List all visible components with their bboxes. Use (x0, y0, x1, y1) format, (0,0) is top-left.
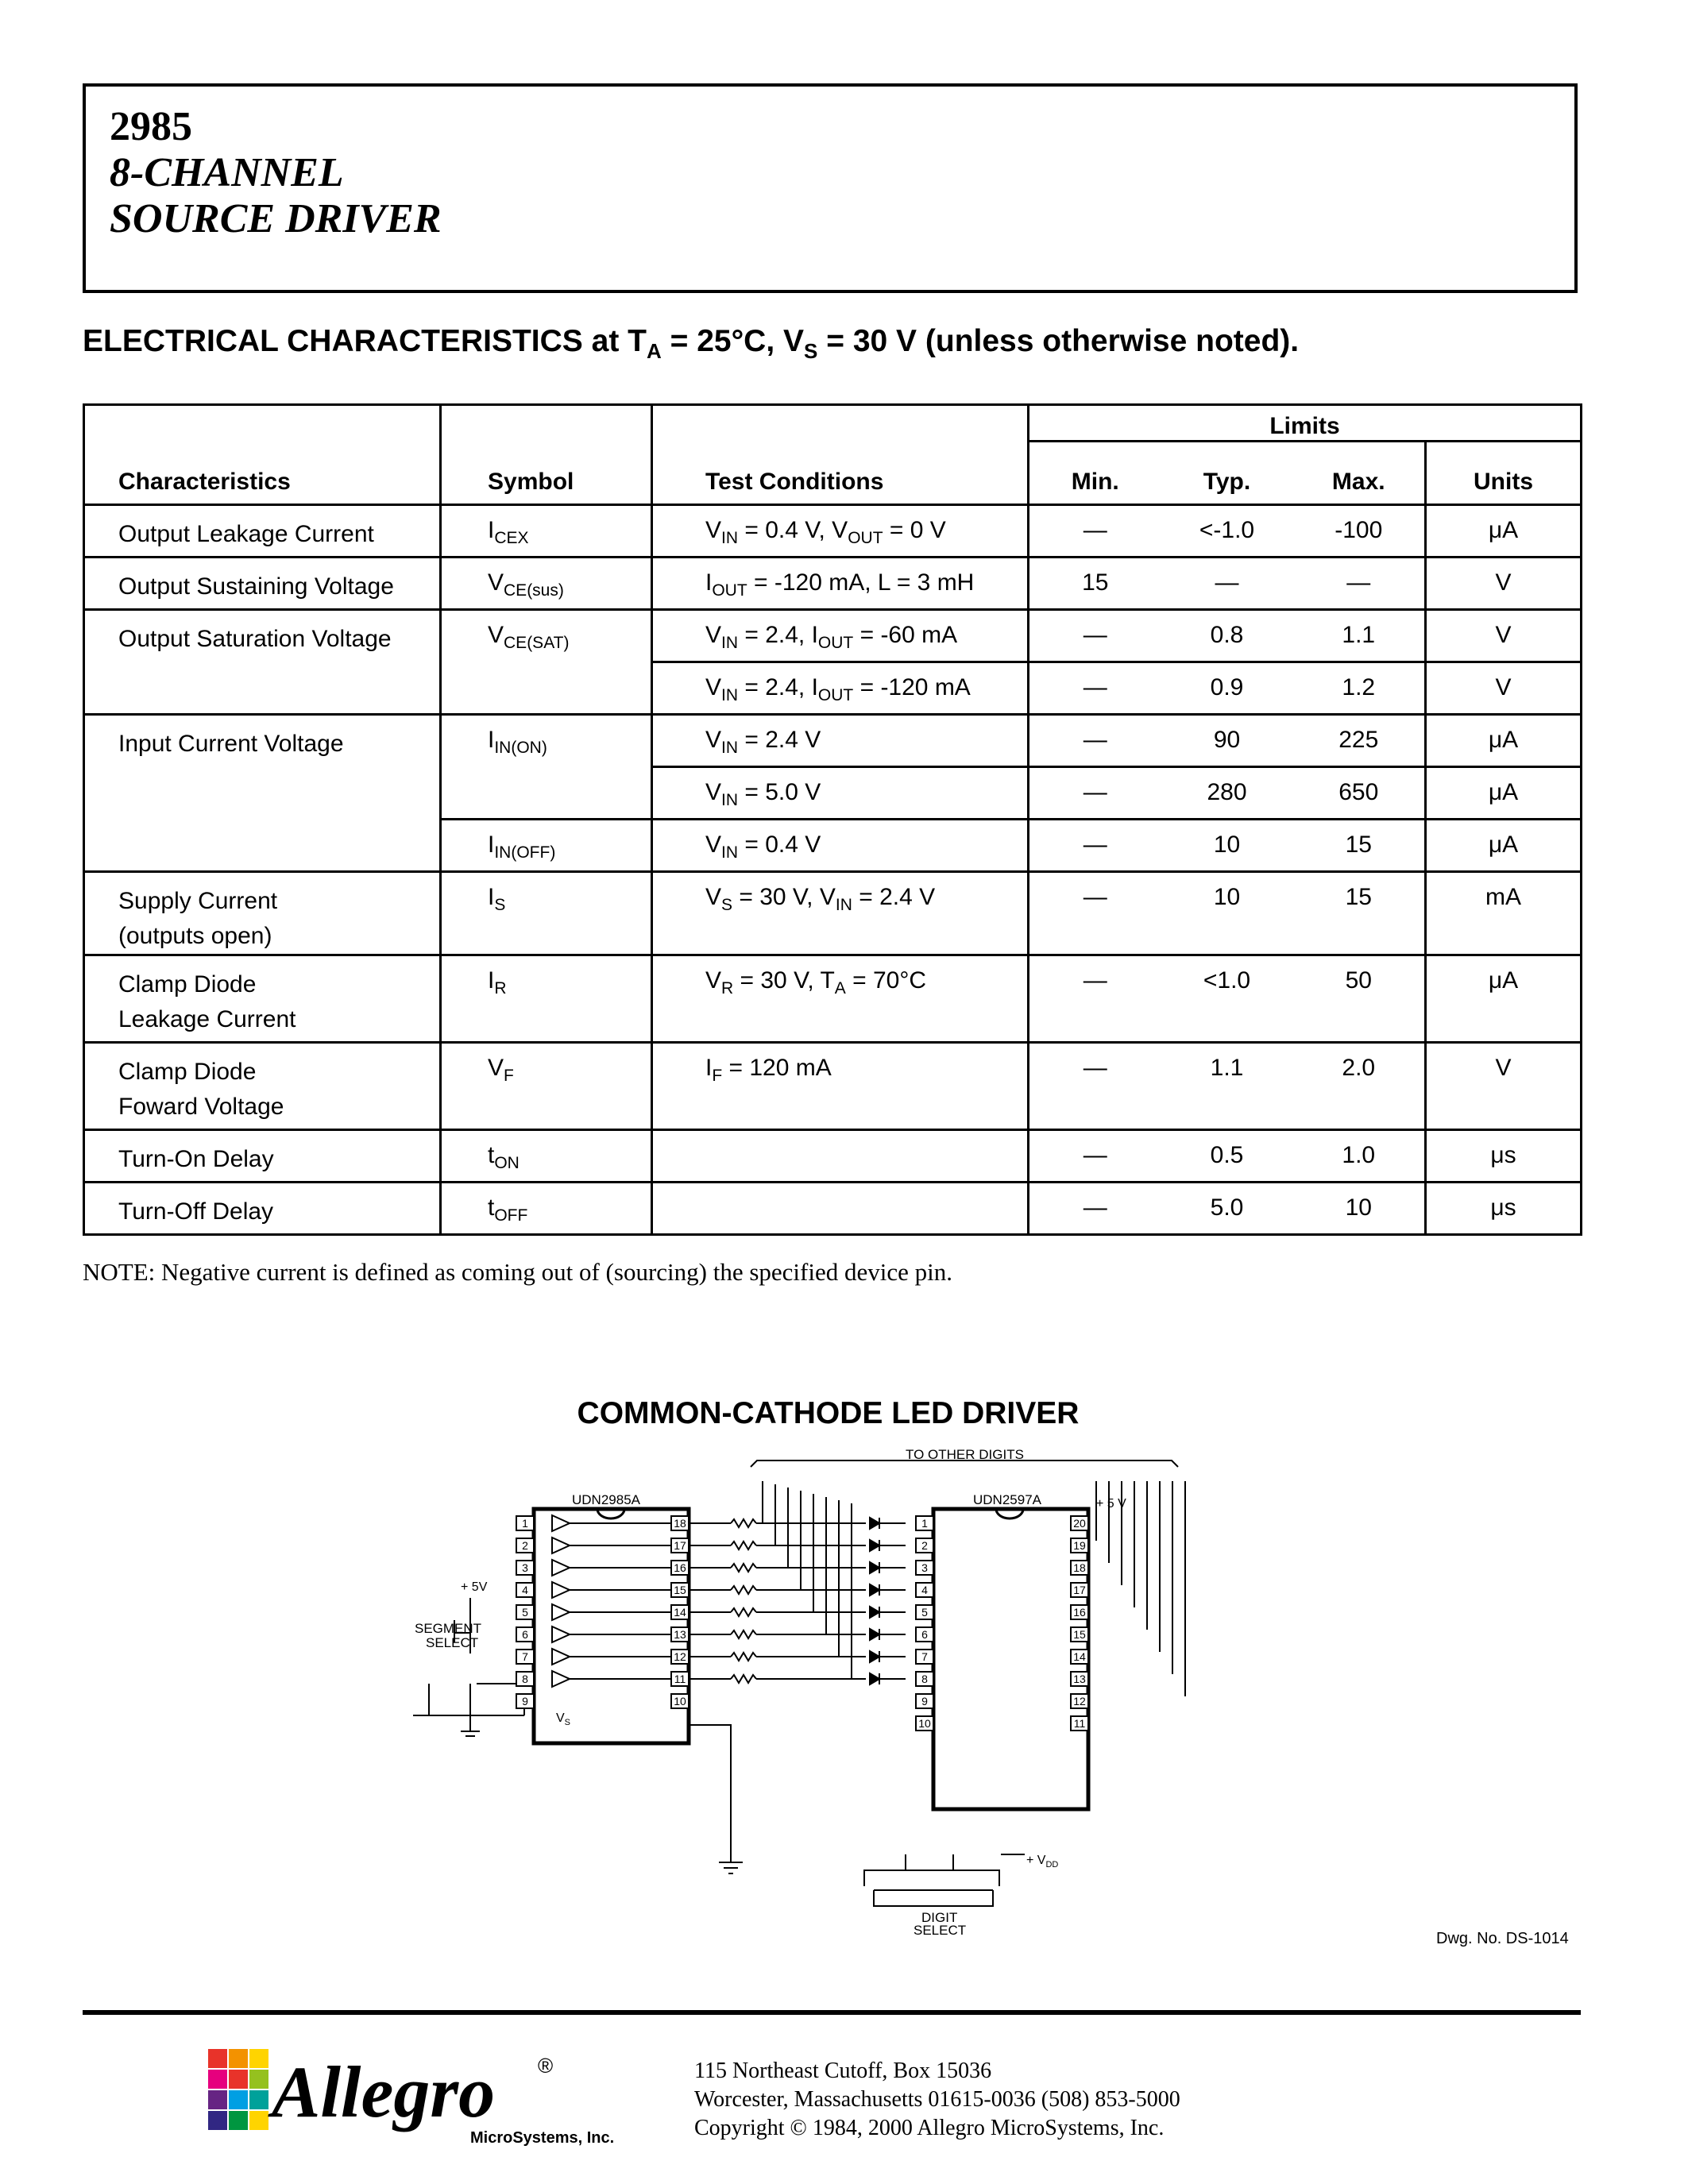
table-row (84, 872, 1582, 955)
chip2-pin-right-label: 13 (1073, 1673, 1086, 1685)
characteristic-cell: Turn-On Delay (84, 1130, 441, 1183)
typ-cell: 280 (1161, 767, 1293, 820)
test-condition-cell (652, 1183, 1029, 1235)
chip2-name: UDN2597A (973, 1492, 1041, 1507)
led-symbol (870, 1584, 879, 1596)
typ-cell: 1.1 (1161, 1043, 1293, 1130)
characteristic-cell: Output Leakage Current (84, 505, 441, 558)
min-cell: — (1029, 955, 1161, 1043)
footer-rule (83, 2010, 1581, 2015)
characteristic-cell: Supply Current (outputs open) (84, 872, 441, 955)
buffer-symbol (552, 1582, 570, 1598)
plus5v-segment: + 5V (461, 1580, 488, 1594)
units-cell: μA (1426, 820, 1582, 872)
title-line-1: 8-CHANNEL (110, 150, 344, 195)
segment-select-2: SELECT (426, 1635, 479, 1650)
buffer-symbol (552, 1604, 570, 1620)
symbol-cell: $V_F$ (441, 1043, 652, 1130)
typ-cell: 0.9 (1161, 662, 1293, 715)
min-cell: — (1029, 820, 1161, 872)
chip1-pin-left-label: 6 (522, 1628, 528, 1641)
chip2-pin-left-label: 5 (921, 1606, 928, 1619)
led-symbol (870, 1607, 879, 1618)
chip2-pin-left-label: 6 (921, 1628, 928, 1641)
typ-cell: <-1.0 (1161, 505, 1293, 558)
header-characteristics: Characteristics (84, 405, 441, 505)
chip1-pin-left-label: 1 (522, 1517, 528, 1530)
min-cell: 15 (1029, 558, 1161, 610)
chip1-pin-right-label: 15 (674, 1584, 686, 1596)
title-line-2: SOURCE DRIVER (110, 196, 442, 241)
chip2-pin-right-label: 17 (1073, 1584, 1086, 1596)
footer-address (694, 2057, 1180, 2143)
chip2-pin-left-label: 8 (921, 1673, 928, 1685)
chip1-pin-right-label: 18 (674, 1517, 686, 1530)
typ-cell: 90 (1161, 715, 1293, 767)
vdd-label: + $V_{DD}$ (1026, 1854, 1059, 1870)
chip2-pin-left-label: 7 (921, 1650, 928, 1663)
address-line-3: Copyright © 1984, 2000 Allegro MicroSystems, Inc. (694, 2116, 1165, 2140)
header-test-conditions: Test Conditions (652, 405, 1029, 505)
table-row (84, 1183, 1582, 1235)
resistor-symbol (731, 1586, 756, 1594)
max-cell: 225 (1293, 715, 1426, 767)
resistor-symbol (731, 1630, 756, 1638)
test-condition-cell: $V_{IN} = 2.4$, $I_{OUT} = -60$ mA (652, 610, 1029, 662)
resistor-symbol (731, 1564, 756, 1572)
buffer-symbol (552, 1626, 570, 1642)
table-row (84, 1043, 1582, 1130)
header-min: Min. (1029, 442, 1161, 505)
max-cell: 1.0 (1293, 1130, 1426, 1183)
resistor-symbol (731, 1542, 756, 1549)
symbol-cell: $V_{CE(SAT)}$ (441, 610, 652, 715)
chip2-pin-right-label: 20 (1073, 1517, 1086, 1530)
chip1-pin-right-label: 12 (674, 1650, 686, 1663)
title-box (83, 83, 1578, 293)
chip2-pin-right-label: 11 (1073, 1717, 1086, 1730)
typ-cell: 0.8 (1161, 610, 1293, 662)
min-cell: — (1029, 662, 1161, 715)
test-condition-cell: $V_{IN} = 0.4$ V (652, 820, 1029, 872)
max-cell: -100 (1293, 505, 1426, 558)
drawing-number: Dwg. No. DS-1014 (1436, 1930, 1569, 1947)
resistor-symbol (731, 1653, 756, 1661)
max-cell: 10 (1293, 1183, 1426, 1235)
buffer-symbol (552, 1538, 570, 1553)
address-line-2: Worcester, Massachusetts 01615-0036 (508) 853-5000 (694, 2087, 1180, 2112)
characteristic-cell: Turn-Off Delay (84, 1183, 441, 1235)
symbol-cell: $I_{IN(ON)}$ (441, 715, 652, 820)
chip2-pin-right-label: 14 (1073, 1650, 1086, 1663)
resistor-symbol (731, 1519, 756, 1527)
units-cell: μA (1426, 767, 1582, 820)
characteristic-cell: Clamp Diode Leakage Current (84, 955, 441, 1043)
chip2-pin-left-label: 10 (918, 1717, 931, 1730)
max-cell: 15 (1293, 872, 1426, 955)
chip2-pin-left-label: 1 (921, 1517, 928, 1530)
led-symbol (870, 1629, 879, 1640)
symbol-cell: $t_{ON}$ (441, 1130, 652, 1183)
symbol-cell: $V_{CE(sus)}$ (441, 558, 652, 610)
chip1-pin-right-label: 14 (674, 1606, 686, 1619)
table-row (84, 505, 1582, 558)
chip1-pin-right-label: 13 (674, 1628, 686, 1641)
typ-cell: 0.5 (1161, 1130, 1293, 1183)
chip2-pin-left-label: 3 (921, 1561, 928, 1574)
logo-registered: ® (538, 2054, 554, 2078)
address-line-1: 115 Northeast Cutoff, Box 15036 (694, 2059, 992, 2083)
symbol-cell: $t_{OFF}$ (441, 1183, 652, 1235)
test-condition-cell: $V_S = 30$ V, $V_{IN} = 2.4$ V (652, 872, 1029, 955)
symbol-cell: $I_{CEX}$ (441, 505, 652, 558)
max-cell: 650 (1293, 767, 1426, 820)
chip2-pin-right-label: 18 (1073, 1561, 1086, 1574)
units-cell: V (1426, 662, 1582, 715)
characteristic-cell: Input Current Voltage (84, 715, 441, 872)
header-max: Max. (1293, 442, 1426, 505)
min-cell: — (1029, 505, 1161, 558)
symbol-cell: $I_{IN(OFF)}$ (441, 820, 652, 872)
logo-text: Allegro (272, 2051, 496, 2132)
chip1-pin-left-label: 9 (522, 1695, 528, 1707)
chip2-pin-right-label: 19 (1073, 1539, 1086, 1552)
test-condition-cell: $V_R = 30$ V, $T_A = 70^\circ C$ (652, 955, 1029, 1043)
chip1-name: UDN2985A (572, 1492, 640, 1507)
chip2-pin-right-label: 16 (1073, 1606, 1086, 1619)
chip2-pin-right-label: 12 (1073, 1695, 1086, 1707)
characteristic-cell: Output Sustaining Voltage (84, 558, 441, 610)
header-limits: Limits (1029, 405, 1582, 442)
typ-cell: 10 (1161, 872, 1293, 955)
min-cell: — (1029, 610, 1161, 662)
characteristic-cell: Clamp Diode Foward Voltage (84, 1043, 441, 1130)
digit-select-2: SELECT (914, 1923, 967, 1938)
chip1-pin-right-label: 16 (674, 1561, 686, 1574)
characteristic-cell: Output Saturation Voltage (84, 610, 441, 715)
units-cell: mA (1426, 872, 1582, 955)
buffer-symbol (552, 1515, 570, 1531)
resistor-symbol (731, 1675, 756, 1683)
chip2-pin-left-label: 4 (921, 1584, 928, 1596)
min-cell: — (1029, 1183, 1161, 1235)
units-cell: μA (1426, 715, 1582, 767)
note: NOTE: Negative current is defined as coming out of (sourcing) the specified device pin. (83, 1258, 952, 1286)
header-units: Units (1426, 442, 1582, 505)
allegro-logo (208, 2041, 653, 2160)
units-cell: μA (1426, 505, 1582, 558)
plus5v-chip2: + 5 V (1096, 1497, 1126, 1511)
chip2-pin-left-label: 2 (921, 1539, 928, 1552)
typ-cell: — (1161, 558, 1293, 610)
chip1-pin-left-label: 2 (522, 1539, 528, 1552)
electrical-heading: ELECTRICAL CHARACTERISTICS at $T_A = 25^\circ C$, $V_S = 30$ V (unless otherwise noted). (83, 324, 1300, 363)
chip2-pin-left-label: 9 (921, 1695, 928, 1707)
segment-select-1: SEGMENT (415, 1621, 482, 1636)
units-cell: μA (1426, 955, 1582, 1043)
led-symbol (870, 1518, 879, 1529)
min-cell: — (1029, 767, 1161, 820)
logo-mosaic (208, 2049, 268, 2130)
units-cell: V (1426, 1043, 1582, 1130)
table-row (84, 558, 1582, 610)
buffer-symbol (552, 1560, 570, 1576)
units-cell: μs (1426, 1183, 1582, 1235)
max-cell: 1.2 (1293, 662, 1426, 715)
digit-select-1: DIGIT (921, 1910, 958, 1925)
symbol-cell: $I_S$ (441, 872, 652, 955)
part-number: 2985 (110, 104, 192, 149)
buffer-symbol (552, 1671, 570, 1687)
vs-label: $V_S$ (556, 1711, 571, 1727)
table-row (84, 610, 1582, 662)
buffer-symbol (552, 1649, 570, 1665)
min-cell: — (1029, 1130, 1161, 1183)
test-condition-cell: $I_F = 120$ mA (652, 1043, 1029, 1130)
electrical-characteristics-table (83, 403, 1582, 1236)
led-symbol (870, 1562, 879, 1573)
units-cell: μs (1426, 1130, 1582, 1183)
min-cell: — (1029, 872, 1161, 955)
header-typ: Typ. (1161, 442, 1293, 505)
to-other-digits: TO OTHER DIGITS (906, 1447, 1024, 1462)
chip2-pin-right-label: 15 (1073, 1628, 1086, 1641)
table-row (84, 1130, 1582, 1183)
max-cell: 50 (1293, 955, 1426, 1043)
test-condition-cell: $I_{OUT} = -120$ mA, L = 3 mH (652, 558, 1029, 610)
min-cell: — (1029, 1043, 1161, 1130)
test-condition-cell: $V_{IN} = 0.4$ V, $V_{OUT} = 0$ V (652, 505, 1029, 558)
chip1-pin-left-label: 5 (522, 1606, 528, 1619)
max-cell: 15 (1293, 820, 1426, 872)
chip1-pin-left-label: 4 (522, 1584, 528, 1596)
table-row (84, 715, 1582, 767)
test-condition-cell: $V_{IN} = 5.0$ V (652, 767, 1029, 820)
units-cell: V (1426, 558, 1582, 610)
symbol-cell: $I_R$ (441, 955, 652, 1043)
led-driver-schematic (397, 1445, 1207, 1970)
resistor-symbol (731, 1608, 756, 1616)
chip1-pin-left-label: 3 (522, 1561, 528, 1574)
led-symbol (870, 1651, 879, 1662)
min-cell: — (1029, 715, 1161, 767)
circuit-title: COMMON-CATHODE LED DRIVER (577, 1396, 1080, 1430)
logo-subtitle: MicroSystems, Inc. (470, 2129, 615, 2147)
units-cell: V (1426, 610, 1582, 662)
typ-cell: 5.0 (1161, 1183, 1293, 1235)
max-cell: 2.0 (1293, 1043, 1426, 1130)
chip1-pin-right-label: 17 (674, 1539, 686, 1552)
typ-cell: 10 (1161, 820, 1293, 872)
chip1-pin-right-label: 10 (674, 1695, 686, 1707)
table-row (84, 955, 1582, 1043)
led-symbol (870, 1540, 879, 1551)
chip1-pin-right-label: 11 (674, 1673, 686, 1685)
max-cell: — (1293, 558, 1426, 610)
test-condition-cell: $V_{IN} = 2.4$ V (652, 715, 1029, 767)
max-cell: 1.1 (1293, 610, 1426, 662)
test-condition-cell (652, 1130, 1029, 1183)
led-symbol (870, 1673, 879, 1684)
chip1-pin-left-label: 7 (522, 1650, 528, 1663)
chip1-pin-left-label: 8 (522, 1673, 528, 1685)
typ-cell: <1.0 (1161, 955, 1293, 1043)
test-condition-cell: $V_{IN} = 2.4$, $I_{OUT} = -120$ mA (652, 662, 1029, 715)
header-symbol: Symbol (441, 405, 652, 505)
